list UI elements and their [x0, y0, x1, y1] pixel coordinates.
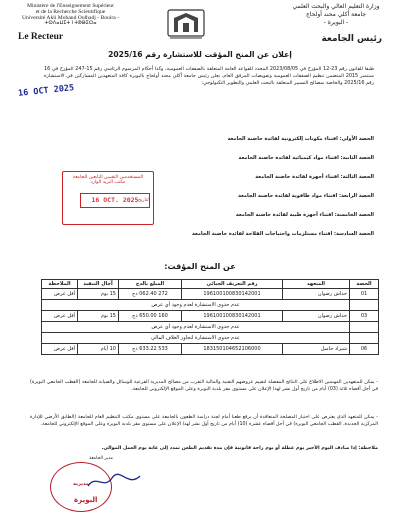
cell-infructuous: عدم جدوى الاستشارة لعدم وجود أي عرض	[42, 300, 350, 311]
seal-city: البويرة	[74, 496, 98, 504]
received-date-stamp: 16 OCT 2025	[17, 83, 75, 99]
table-header-row	[42, 280, 379, 289]
cell-delay: 15 يوم	[78, 311, 119, 322]
col-header-amount: المبلغ بالدج	[119, 280, 182, 289]
seal-text: مديرية	[73, 481, 89, 487]
header-ar-line-2: جامعة أكلي محند أولحاج	[305, 11, 367, 18]
col-header-lot: الحصة	[350, 280, 379, 289]
cell-note: أقل عرض	[42, 344, 78, 355]
cell-bidder: حداش رضوان	[283, 311, 350, 322]
note-paragraph-2: - يمكن للمتعهد الذي يعترض على اختيار المصلحة المتعاقدة أن يرفع طعنا أمام لجنة دراسة الطعون بالجامعة على مستوى مكتب التنظيم العام للجامعة (الطابق الأرضي للإدارة المركزية الجديدة، القطب الجامعي البويرة) في أجل أقصاه عشرة (10) أيام من تاريخ أول نشر لهذا الإعلان على مستوى مقر بلدية البويرة وعلى الموقع الإلكتروني للجامعة.	[30, 415, 378, 427]
reception-stamp-line-2: مكتب البريد الوارد	[90, 180, 126, 185]
announcement-title: إعلان عن المنح المؤقت للاستشارة رقم 2025/16	[108, 50, 292, 59]
table-row	[42, 300, 379, 311]
cell-lot: 06	[350, 344, 379, 355]
president-label: رئيس الجامعة	[321, 34, 382, 44]
col-header-bidder: المتعهد	[283, 280, 350, 289]
signature-caption: مدير الجامعة	[89, 456, 113, 461]
cell-infructuous: عدم جدوى الاستشارة لتجاوز الغلاف المالي	[42, 333, 350, 344]
col-header-delay: آجال التنفيذ	[78, 280, 119, 289]
cell-lot: 03	[350, 311, 379, 322]
lot-item-4: الحصة الرابعة: اقتناء مواد طاقوية لفائدة حاضنة الجامعة	[238, 193, 374, 199]
cell-nif: 196100100830142001	[182, 311, 283, 322]
cell-amount: 533 633.22 دج	[119, 344, 182, 355]
cell-nif: 183150104652106000	[182, 344, 283, 355]
note-paragraph-1: - يمكن للمتعهدين المهتمين الاطلاع على النتائج المفصلة لتقييم عروضهم التقنية والمالية التقرب من مصالح المديرية الفرعية للوسائل والصيانة للجامعة (القطب الجامعي البويرة) في أجل أقصاه ثلاثة (03) أيام من تاريخ أول نشر لهذا الإعلان على مستوى مقر بلدية البويرة وعلى الموقع الإلكتروني للجامعة.	[30, 380, 378, 392]
header-fr-line-2: et de la Recherche Scientifique	[35, 9, 106, 15]
results-subtitle: عن المنح المؤقت:	[164, 262, 236, 271]
reception-stamp-line-1: المستخدمين التقنيين التابعين للجامعة	[72, 175, 144, 180]
col-header-nif: رقم التعريف الجبائي	[182, 280, 283, 289]
lot-item-2: الحصة الثانية: اقتناء مواد كيميائية لفائدة حاضنة الجامعة	[238, 155, 374, 161]
cell-delay: 15 يوم	[78, 289, 119, 300]
cell-delay: 10 أيام	[78, 344, 119, 355]
header-fr-line-3: Université Akli Mohand Oulhadj - Bouira -	[22, 15, 119, 21]
university-logo-icon	[160, 6, 212, 42]
reception-stamp-date: 16 OCT. 2025	[80, 193, 150, 208]
lot-item-3: الحصة الثالثة: اقتناء أجهزة لفائدة حاضنة الجامعة	[255, 174, 374, 180]
cell-lot	[350, 300, 379, 311]
lot-item-1: الحصة الأولى: اقتناء مكونات إلكترونية لفائدة حاضنة الجامعة	[227, 136, 374, 142]
table-row	[42, 322, 379, 333]
cell-amount: 160 650.00 دج	[119, 311, 182, 322]
lot-item-5: الحصة الخامسة: اقتناء أجهزة طبية لفائدة حاضنة الجامعة	[235, 212, 374, 218]
header-fr-line-1: Ministère de l'Enseignement Supérieur	[27, 3, 114, 9]
le-recteur-label: Le Recteur	[18, 32, 64, 42]
col-header-note: الملاحظة	[42, 280, 78, 289]
handwritten-signature-icon	[84, 470, 144, 492]
note-paragraph-3: ملاحظة: إذا صادف اليوم الأخير يوم عطلة أو يوم راحة قانونية فإن مدة تقديم الطعن تمدد إلى غاية يوم العمل الموالي.	[101, 446, 378, 451]
cell-note: أقل عرض	[42, 311, 78, 322]
cell-nif: 196100100830142001	[182, 289, 283, 300]
cell-lot: 01	[350, 289, 379, 300]
results-table	[41, 279, 379, 355]
table-row	[42, 333, 379, 344]
header-ar-line-1: وزارة التعليم العالي والبحث العلمي	[292, 3, 380, 10]
cell-infructuous: عدم جدوى الاستشارة لعدم وجود أي عرض	[42, 322, 350, 333]
lot-item-6: الحصة السادسة: اقتناء مستلزمات واحتياجات الفلاحة لفائدة حاضنة الجامعة	[191, 231, 374, 237]
table-row	[42, 289, 379, 300]
cell-lot	[350, 322, 379, 333]
cell-note: أقل عرض	[42, 289, 78, 300]
cell-amount: 272 062.40 دج	[119, 289, 182, 300]
header-tifinagh-line: ⵜⵙⴷⴰⵡⵉⵜ ⵏ ⵜⵓⴱⵉⵔⴰ	[44, 21, 97, 26]
table-row	[42, 344, 379, 355]
cell-lot	[350, 333, 379, 344]
reception-stamp-label: التاريخ	[138, 198, 150, 203]
table-row	[42, 311, 379, 322]
intro-paragraph: طبقا للقانون رقم 23-12 المؤرخ في 2023/08/05 المحدد للقواعد العامة المتعلقة بالصفقات العمومية، وكذا أحكام المرسوم الرئاسي رقم 15-247 المؤرخ في 16 سبتمبر 2015 المتضمن تنظيم الصفقات العمومية وتفويضات المرفق العام، يعلن رئيس جامعة أكلي محند أولحاج بالبويرة كافة المتعهدين المشاركين في الاستشارة رقم 2025/16 والخاصة بمصالح التسيير المتعلقة بالبحث العلمي والتطوير التكنولوجي:	[44, 66, 374, 87]
cell-bidder: حداش رضوان	[283, 289, 350, 300]
header-ar-line-3: - البويرة -	[323, 19, 349, 26]
cell-bidder: شيراد حاميل	[283, 344, 350, 355]
